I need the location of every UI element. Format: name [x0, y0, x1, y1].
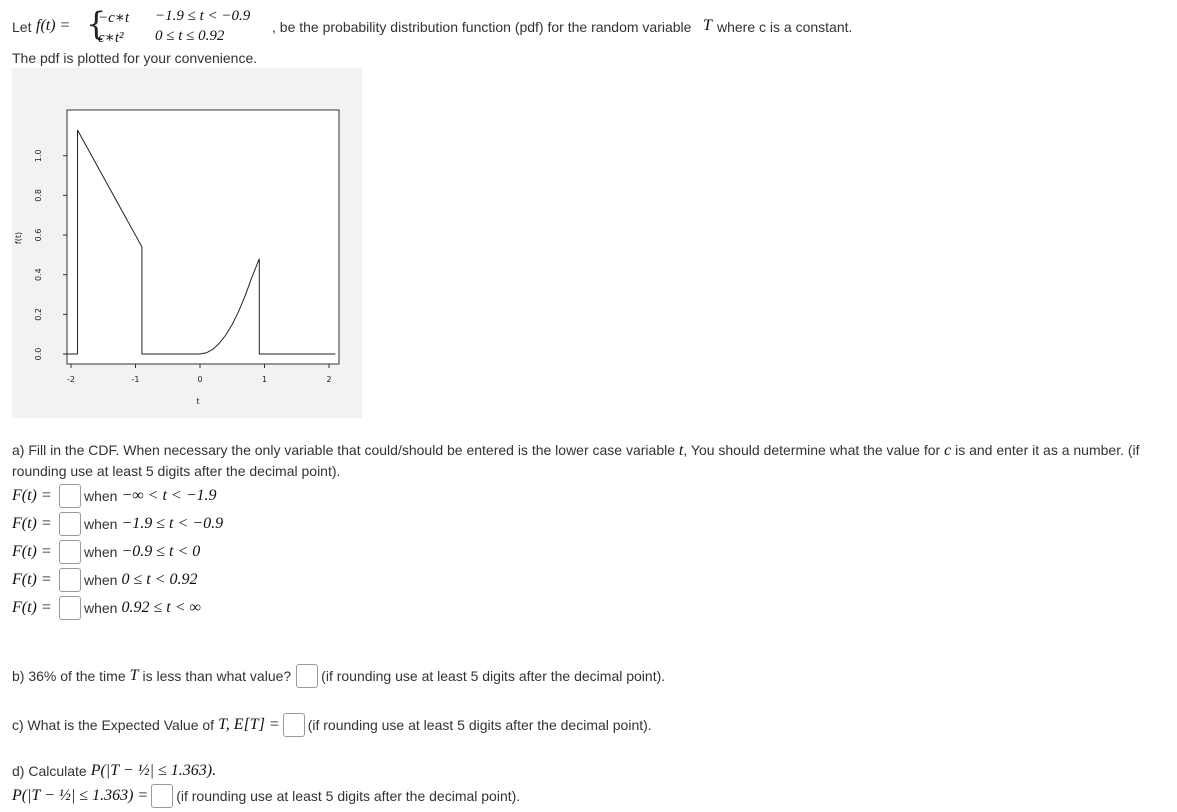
cdf-row-when: when — [84, 600, 118, 616]
piece2-expr: c∗t² — [98, 30, 124, 46]
intro-let: Let — [12, 19, 32, 35]
cdf-row-when: when — [84, 572, 118, 588]
part-c-post: (if rounding use at least 5 digits after the decimal point). — [307, 717, 652, 733]
part-b — [12, 664, 665, 688]
cdf-answer-input[interactable] — [59, 540, 81, 564]
x-tick-label: -2 — [67, 375, 75, 384]
x-axis-label: t — [196, 397, 200, 406]
part-a-text3: is and enter it as a number. (if — [955, 442, 1140, 458]
piece2-cond: 0 ≤ t ≤ 0.92 — [155, 28, 225, 44]
part-c-answer-input[interactable] — [283, 713, 305, 737]
part-b-mid: is less than what value? — [142, 668, 292, 684]
part-b-var-T: T — [129, 667, 139, 684]
cdf-row-condition: 0 ≤ t < 0.92 — [121, 571, 198, 588]
intro-plotted: The pdf is plotted for your convenience. — [12, 50, 258, 66]
cdf-row — [12, 566, 198, 594]
cdf-row — [12, 510, 223, 538]
cdf-row-condition: −1.9 ≤ t < −0.9 — [121, 515, 224, 532]
part-c-pre: c) What is the Expected Value of — [12, 717, 215, 733]
part-d-answer-input[interactable] — [151, 784, 173, 808]
x-tick-label: 1 — [261, 375, 268, 384]
intro-var-T: T — [703, 17, 712, 34]
cdf-answer-input[interactable] — [59, 596, 81, 620]
x-tick-label: 0 — [197, 375, 203, 384]
part-d-question — [12, 762, 216, 780]
cdf-row-condition: −0.9 ≤ t < 0 — [121, 543, 201, 560]
cdf-row-condition: 0.92 ≤ t < ∞ — [121, 599, 201, 616]
cdf-row — [12, 594, 201, 622]
x-axis — [67, 364, 332, 384]
y-tick-label: 0.0 — [34, 347, 43, 361]
cdf-answer-input[interactable] — [59, 512, 81, 536]
pdf-plot-svg — [12, 68, 362, 418]
part-d-answer-row — [12, 784, 520, 808]
cdf-row-when: when — [84, 488, 118, 504]
x-tick-label: -1 — [131, 375, 140, 384]
cdf-row — [12, 538, 200, 566]
part-a-text1: a) Fill in the CDF. When necessary the only variable that could/should be entered is the lower case variable — [12, 442, 676, 458]
cdf-answer-input[interactable] — [59, 568, 81, 592]
cdf-row-lhs: F(t) = — [12, 543, 52, 560]
part-c — [12, 713, 652, 737]
intro-sentence-a: , be the probability distribution function (pdf) for the random variable — [272, 19, 692, 35]
cdf-row-when: when — [84, 516, 118, 532]
x-tick-label: 2 — [326, 375, 332, 384]
part-b-pre: b) 36% of the time — [12, 668, 126, 684]
y-tick-label: 1.0 — [34, 149, 43, 163]
cdf-row-lhs: F(t) = — [12, 571, 52, 588]
plot-frame — [67, 110, 339, 364]
part-b-post: (if rounding use at least 5 digits after the decimal point). — [321, 668, 666, 684]
part-a-var-t: t — [678, 442, 684, 459]
y-tick-label: 0.4 — [34, 268, 43, 282]
intro-f-of-t: f(t) = — [36, 17, 71, 34]
part-c-expr: E[T] = — [233, 716, 280, 733]
cdf-row-condition: −∞ < t < −1.9 — [121, 487, 217, 504]
cdf-row-lhs: F(t) = — [12, 515, 52, 532]
cdf-row-lhs: F(t) = — [12, 599, 52, 616]
cdf-answer-input[interactable] — [59, 484, 81, 508]
intro-sentence-b: where c is a constant. — [717, 19, 853, 35]
piece1-cond: −1.9 ≤ t < −0.9 — [155, 8, 251, 24]
part-d-expr2: P(|T − ½| ≤ 1.363) = — [12, 787, 149, 804]
part-d-post: (if rounding use at least 5 digits after the decimal point). — [176, 788, 521, 804]
part-a-text2: , You should determine what the value for — [683, 442, 941, 458]
y-axis-label: f(t) — [14, 231, 23, 245]
piecewise-brace: { — [86, 5, 107, 43]
y-tick-label: 0.2 — [34, 307, 43, 321]
y-tick-label: 0.6 — [34, 228, 43, 242]
cdf-row — [12, 482, 217, 510]
part-d-pre: d) Calculate — [12, 763, 87, 779]
cdf-row-when: when — [84, 544, 118, 560]
part-d-expr: P(|T − ½| ≤ 1.363). — [90, 762, 217, 779]
piece1-expr: −c∗t — [98, 10, 130, 26]
part-a-var-c: c — [944, 442, 952, 459]
part-a-line2: rounding use at least 5 digits after the decimal point). — [12, 463, 341, 479]
part-a-instructions — [12, 442, 1140, 460]
part-b-answer-input[interactable] — [296, 664, 318, 688]
y-axis — [34, 149, 67, 360]
y-tick-label: 0.8 — [34, 189, 43, 202]
cdf-row-lhs: F(t) = — [12, 487, 52, 504]
part-c-var-T: T, — [218, 716, 230, 733]
pdf-plot — [12, 68, 362, 418]
